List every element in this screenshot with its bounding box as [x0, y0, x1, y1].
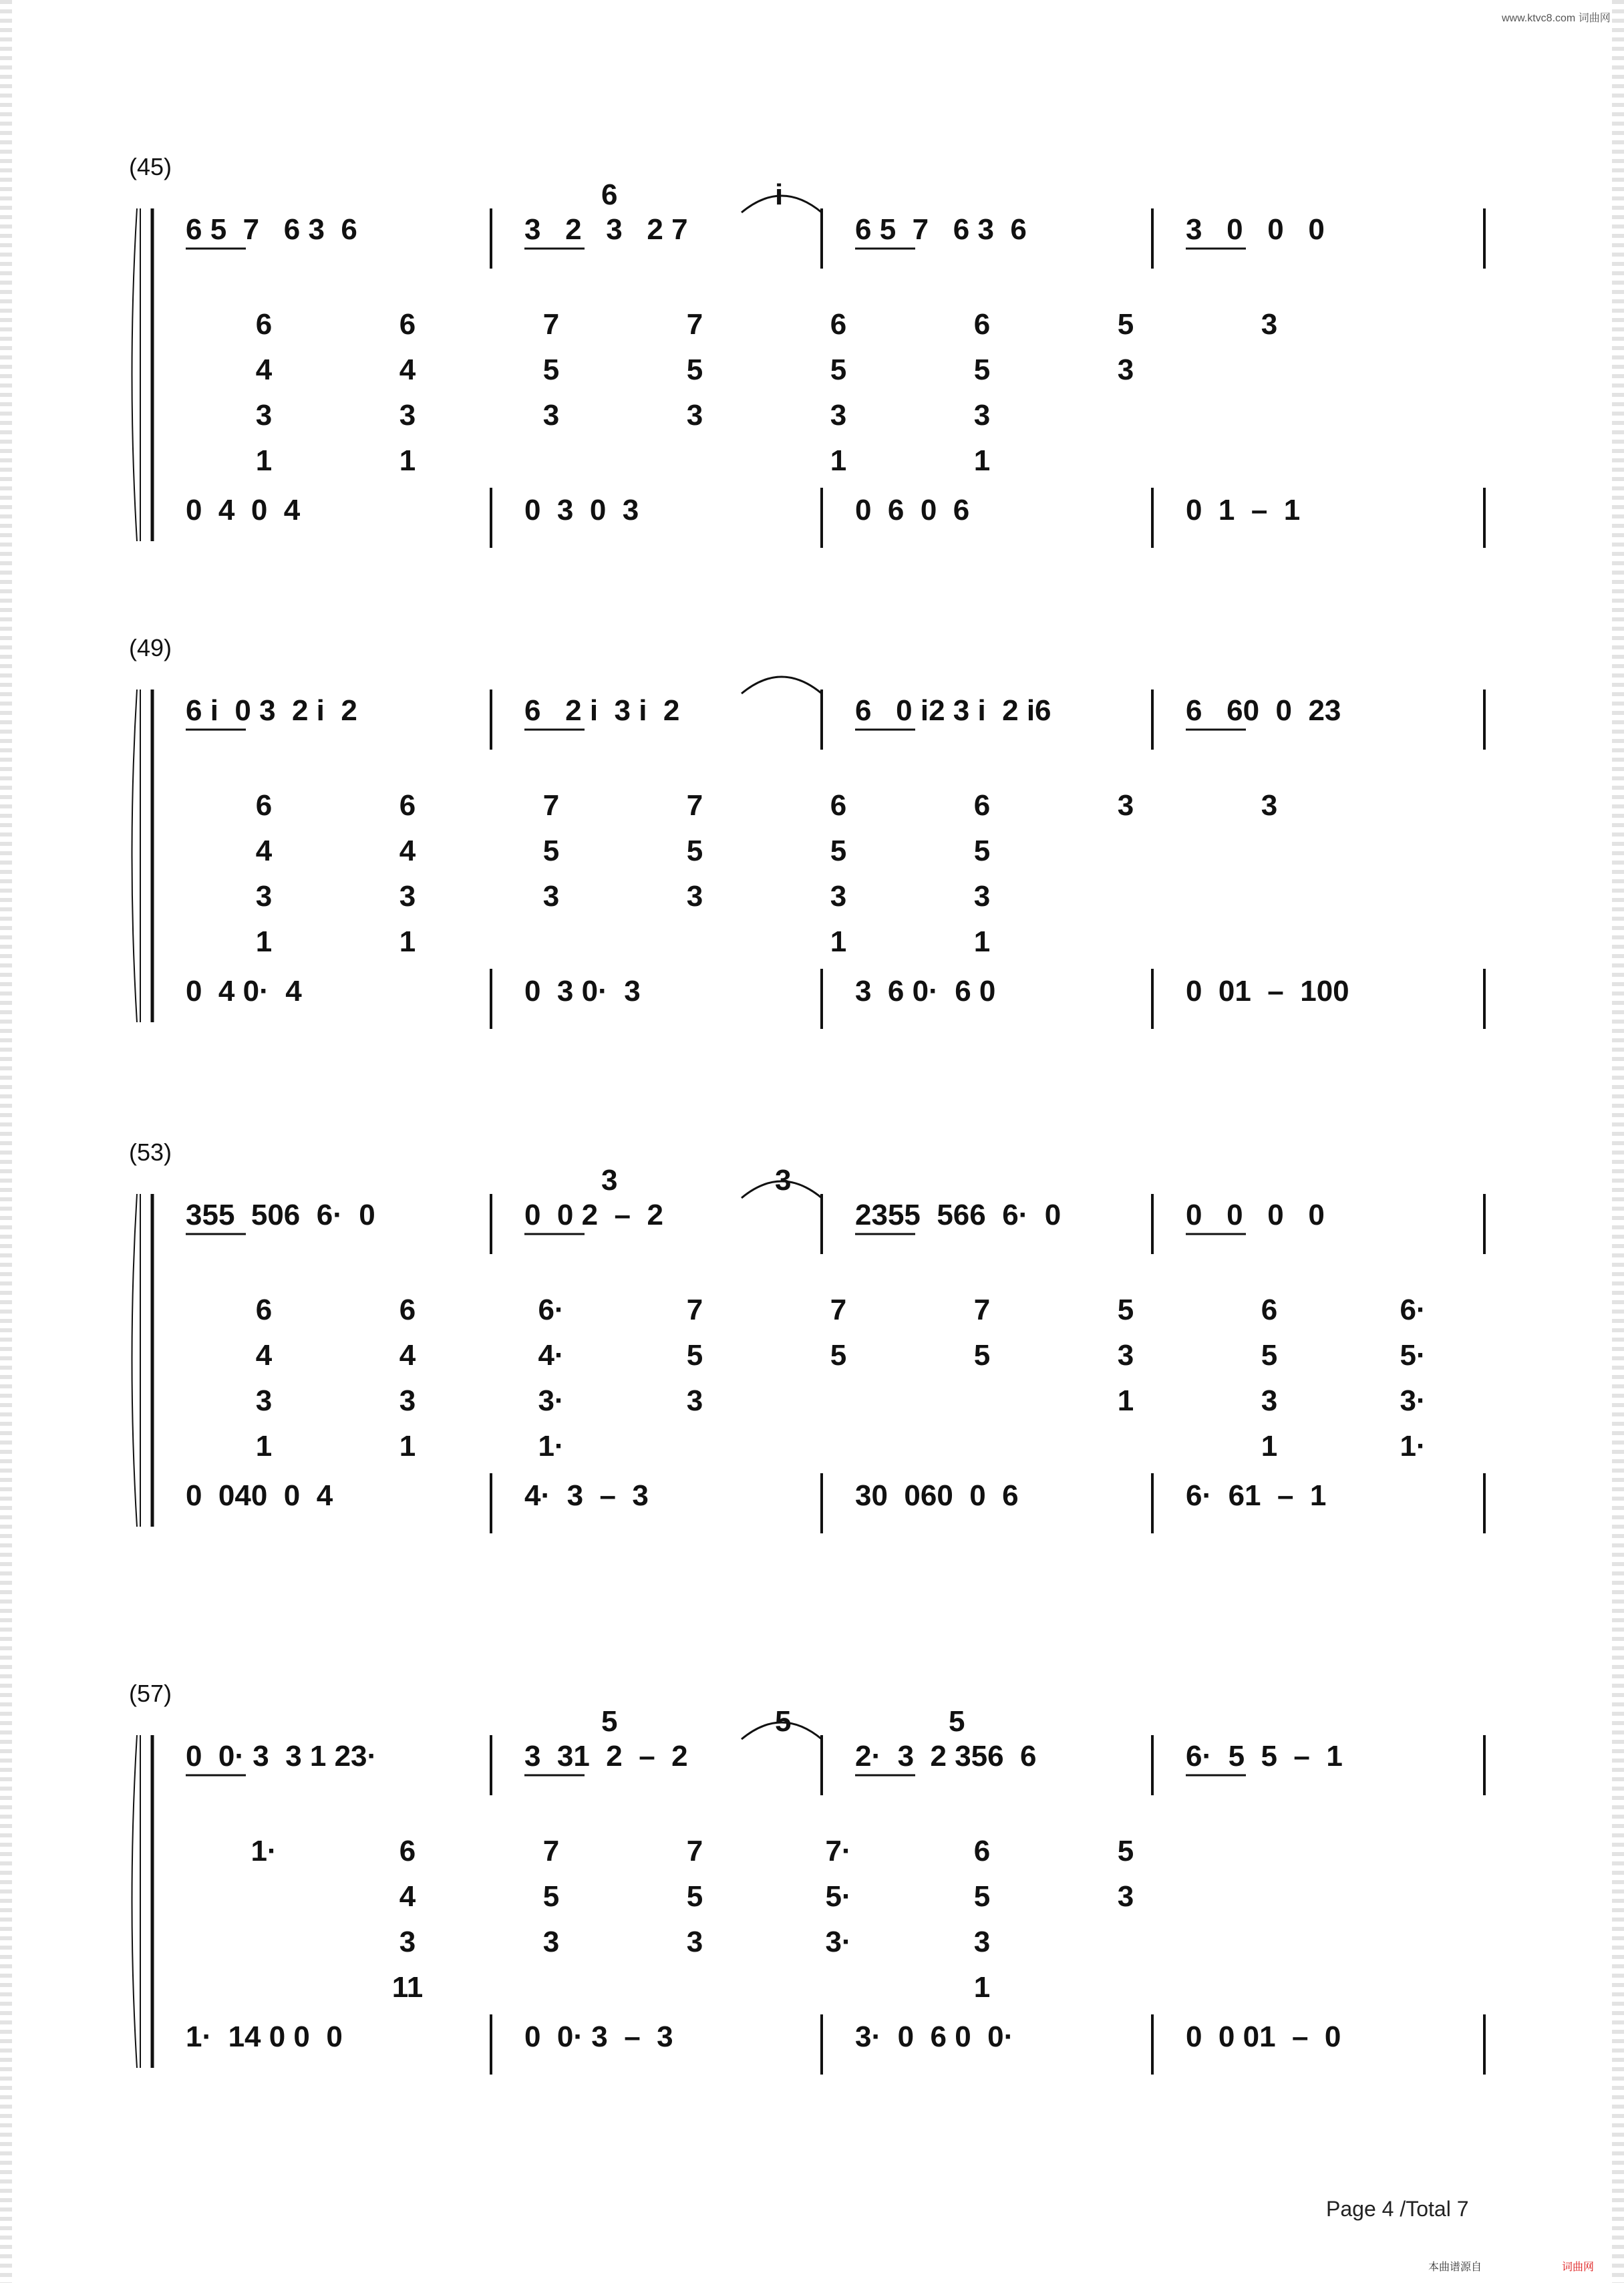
page-number: Page 4 /Total 7	[1326, 2197, 1469, 2221]
chord-note: 4	[399, 1880, 416, 1913]
chord-note: 1	[1261, 1430, 1278, 1463]
chord-note: 3	[542, 880, 560, 913]
chord-note: 5·	[825, 1880, 852, 1913]
system-brace	[132, 1194, 138, 1527]
chord-note: 1	[255, 444, 273, 477]
chord-note: 7·	[825, 1835, 852, 1867]
chord-note: 6	[399, 789, 416, 822]
chord-note: 6	[830, 789, 847, 822]
melody-upper-note: 3	[601, 1164, 618, 1197]
melody-upper-note: i	[775, 178, 784, 211]
bass-measure: 0 1 – 1	[1186, 494, 1301, 526]
chord-note: 3	[1117, 789, 1134, 822]
chord-note: 3	[255, 399, 273, 432]
chord-note: 6	[255, 789, 273, 822]
bass-measure: 3· 0 6 0 0·	[855, 2020, 1014, 2053]
chord-note: 5	[973, 353, 991, 386]
melody-measure: 0 0 0 0	[1186, 1199, 1325, 1231]
chord-note: 7	[830, 1293, 847, 1326]
measure-number: (45)	[129, 153, 172, 180]
chord-note: 5	[973, 834, 991, 867]
chord-note: 1	[399, 444, 416, 477]
chord-note: 6	[255, 1293, 273, 1326]
chord-note: 3	[830, 399, 847, 432]
melody-upper-note: 5	[775, 1705, 792, 1738]
slur	[742, 677, 822, 694]
melody-measure: 6 60 0 23	[1186, 694, 1341, 727]
chord-note: 3	[686, 399, 703, 432]
footer-source-text: 本曲谱源自	[1428, 2262, 1482, 2273]
chord-note: 4	[399, 353, 416, 386]
chord-note: 3	[973, 1926, 991, 1958]
chord-note: 11	[391, 1971, 424, 2004]
melody-measure: 6 i 0 3 2 i 2	[186, 694, 357, 727]
system-brace	[132, 690, 138, 1022]
chord-note: 5	[973, 1339, 991, 1372]
chord-note: 3·	[538, 1384, 564, 1417]
melody-measure: 0 0· 3 3 1 23·	[186, 1740, 377, 1773]
chord-note: 1	[255, 925, 273, 958]
melody-measure: 2355 566 6· 0	[855, 1199, 1062, 1231]
bass-measure: 0 040 0 4	[186, 1479, 333, 1512]
chord-note: 5	[973, 1880, 991, 1913]
chord-note: 7	[542, 308, 560, 341]
chord-note: 6	[830, 308, 847, 341]
chord-note: 5	[686, 1339, 703, 1372]
chord-note: 3	[1117, 353, 1134, 386]
chord-note: 5	[686, 353, 703, 386]
chord-note: 6	[255, 308, 273, 341]
system-brace	[132, 1735, 138, 2068]
chord-note: 6	[399, 308, 416, 341]
score-body	[129, 153, 1484, 2075]
chord-note: 5	[830, 1339, 847, 1372]
chord-note: 5	[830, 834, 847, 867]
chord-note: 3	[686, 880, 703, 913]
bass-measure: 4· 3 – 3	[524, 1479, 649, 1512]
chord-note: 7	[686, 308, 703, 341]
melody-upper-note: 5	[949, 1705, 965, 1738]
chord-note: 4	[399, 1339, 416, 1372]
chord-note: 4	[255, 834, 273, 867]
chord-note: 4	[399, 834, 416, 867]
chord-note: 3	[686, 1926, 703, 1958]
chord-note: 3	[542, 1926, 560, 1958]
chord-note: 6·	[1400, 1293, 1426, 1326]
chord-note: 1·	[1400, 1430, 1426, 1463]
bass-measure: 0 3 0· 3	[524, 975, 641, 1008]
chord-note: 3	[830, 880, 847, 913]
chord-note: 7	[686, 1293, 703, 1326]
melody-measure: 2· 3 2 356 6	[855, 1740, 1037, 1773]
bass-measure: 30 060 0 6	[855, 1479, 1019, 1512]
chord-note: 5	[542, 834, 560, 867]
chord-note: 5	[686, 1880, 703, 1913]
chord-note: 6	[973, 1835, 991, 1867]
chord-note: 3	[399, 399, 416, 432]
chord-note: 7	[542, 1835, 560, 1867]
chord-note: 3·	[1400, 1384, 1426, 1417]
melody-measure: 3 2 3 2 7	[524, 213, 688, 246]
chord-note: 3·	[825, 1926, 852, 1958]
melody-measure: 3 0 0 0	[1186, 213, 1325, 246]
bass-measure: 0 6 0 6	[855, 494, 970, 526]
bass-measure: 6· 61 – 1	[1186, 1479, 1327, 1512]
chord-note: 5	[1117, 1293, 1134, 1326]
chord-note: 6·	[538, 1293, 564, 1326]
chord-note: 5	[830, 353, 847, 386]
chord-note: 1	[399, 925, 416, 958]
melody-measure: 6· 5 5 – 1	[1186, 1740, 1343, 1773]
chord-note: 5	[1261, 1339, 1278, 1372]
measure-number: (49)	[129, 634, 172, 661]
chord-note: 6	[399, 1835, 416, 1867]
chord-note: 1	[973, 1971, 991, 2004]
chord-note: 5	[1117, 1835, 1134, 1867]
chord-note: 3	[1261, 308, 1278, 341]
bass-measure: 0 4 0· 4	[186, 975, 302, 1008]
chord-note: 1	[1117, 1384, 1134, 1417]
chord-note: 1	[973, 925, 991, 958]
chord-note: 4	[255, 1339, 273, 1372]
chord-note: 3	[1117, 1880, 1134, 1913]
chord-note: 7	[973, 1293, 991, 1326]
bass-measure: 0 4 0 4	[186, 494, 301, 526]
chord-note: 3	[1261, 789, 1278, 822]
chord-note: 3	[1117, 1339, 1134, 1372]
chord-note: 4	[255, 353, 273, 386]
chord-note: 3	[255, 880, 273, 913]
bass-measure: 0 3 0 3	[524, 494, 639, 526]
bass-measure: 0 0 01 – 0	[1186, 2020, 1341, 2053]
melody-measure: 6 5 7 6 3 6	[186, 213, 357, 246]
chord-note: 7	[542, 789, 560, 822]
melody-measure: 0 0 2 – 2	[524, 1199, 663, 1231]
chord-note: 1	[973, 444, 991, 477]
chord-note: 5	[1117, 308, 1134, 341]
measure-number: (57)	[129, 1680, 172, 1707]
melody-upper-note: 5	[601, 1705, 618, 1738]
chord-note: 3	[255, 1384, 273, 1417]
chord-note: 3	[686, 1384, 703, 1417]
melody-upper-note: 6	[601, 178, 618, 211]
chord-note: 3	[973, 399, 991, 432]
site-watermark: www.ktvc8.com 词曲网	[1502, 13, 1611, 24]
footer-site-text: 词曲网	[1562, 2262, 1595, 2273]
chord-note: 5	[542, 353, 560, 386]
chord-note: 1	[399, 1430, 416, 1463]
chord-note: 1	[830, 925, 847, 958]
measure-number: (53)	[129, 1138, 172, 1166]
melody-measure: 6 5 7 6 3 6	[855, 213, 1027, 246]
melody-upper-note: 3	[775, 1164, 792, 1197]
melody-measure: 6 2 i 3 i 2	[524, 694, 680, 727]
chord-note: 6	[973, 308, 991, 341]
chord-note: 1·	[251, 1835, 277, 1867]
chord-note: 4·	[538, 1339, 564, 1372]
chord-note: 3	[542, 399, 560, 432]
chord-note: 6	[1261, 1293, 1278, 1326]
system-brace	[132, 208, 138, 541]
chord-note: 1	[830, 444, 847, 477]
chord-note: 3	[399, 880, 416, 913]
chord-note: 5	[542, 1880, 560, 1913]
bass-measure: 0 01 – 100	[1186, 975, 1349, 1008]
chord-note: 3	[399, 1384, 416, 1417]
melody-measure: 6 0 i2 3 i 2 i6	[855, 694, 1051, 727]
chord-note: 5·	[1400, 1339, 1426, 1372]
bass-measure: 3 6 0· 6 0	[855, 975, 996, 1008]
melody-measure: 3 31 2 – 2	[524, 1740, 688, 1773]
chord-note: 1·	[538, 1430, 564, 1463]
bass-measure: 1· 14 0 0 0	[186, 2020, 343, 2053]
chord-note: 3	[1261, 1384, 1278, 1417]
chord-note: 1	[255, 1430, 273, 1463]
melody-measure: 355 506 6· 0	[186, 1199, 375, 1231]
chord-note: 6	[973, 789, 991, 822]
chord-note: 7	[686, 1835, 703, 1867]
chord-note: 6	[399, 1293, 416, 1326]
chord-note: 5	[686, 834, 703, 867]
chord-note: 3	[973, 880, 991, 913]
bass-measure: 0 0· 3 – 3	[524, 2020, 673, 2053]
chord-note: 3	[399, 1926, 416, 1958]
chord-note: 7	[686, 789, 703, 822]
